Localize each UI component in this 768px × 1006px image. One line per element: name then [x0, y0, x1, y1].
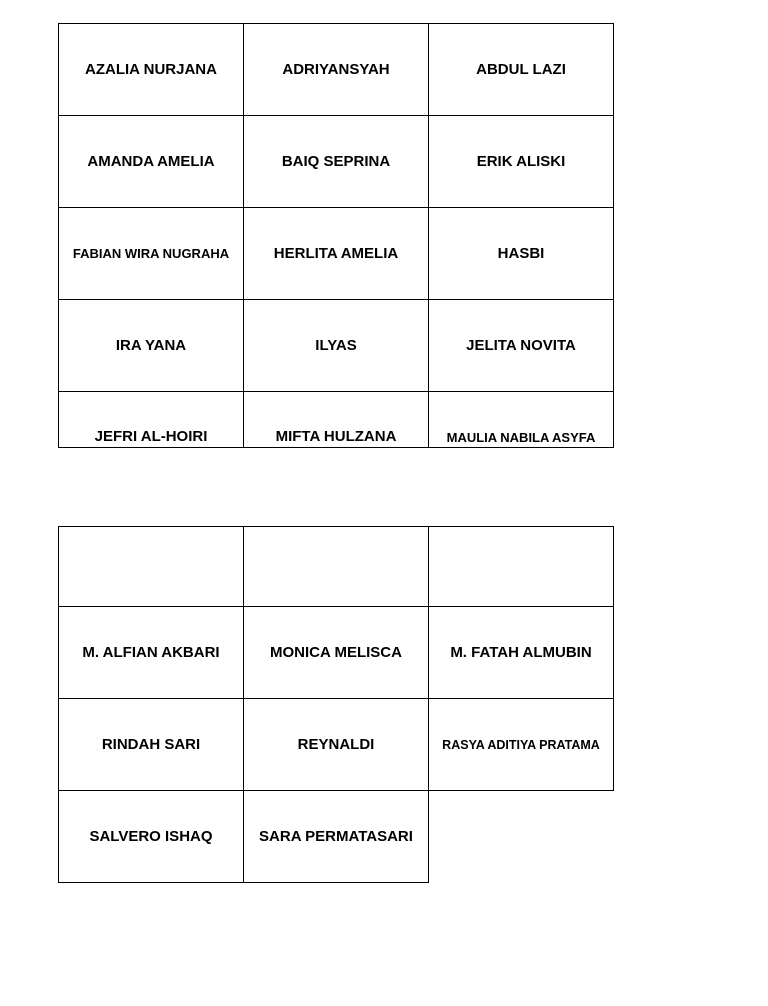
table-row	[59, 116, 614, 208]
name-table-2	[58, 526, 614, 883]
table-row	[59, 791, 614, 883]
name-cell: MAULIA NABILA ASYFA	[429, 392, 614, 448]
name-cell: RINDAH SARI	[59, 699, 244, 791]
name-cell: SALVERO ISHAQ	[59, 791, 244, 883]
name-cell: ABDUL LAZI	[429, 24, 614, 116]
name-cell: SARA PERMATASARI	[244, 791, 429, 883]
table-row	[59, 300, 614, 392]
table-row	[59, 208, 614, 300]
name-cell: JEFRI AL-HOIRI	[59, 392, 244, 448]
name-cell: MIFTA HULZANA	[244, 392, 429, 448]
table-row	[59, 699, 614, 791]
table-row	[59, 392, 614, 448]
name-cell: ERIK ALISKI	[429, 116, 614, 208]
name-cell: REYNALDI	[244, 699, 429, 791]
name-cell: IRA YANA	[59, 300, 244, 392]
name-table-1	[58, 23, 614, 448]
table-row	[59, 607, 614, 699]
name-cell	[59, 527, 244, 607]
name-cell: AMANDA AMELIA	[59, 116, 244, 208]
name-cell: HASBI	[429, 208, 614, 300]
name-cell: FABIAN WIRA NUGRAHA	[59, 208, 244, 300]
name-cell	[429, 527, 614, 607]
name-cell: M. FATAH ALMUBIN	[429, 607, 614, 699]
name-cell: RASYA ADITIYA PRATAMA	[429, 699, 614, 791]
name-cell: M. ALFIAN AKBARI	[59, 607, 244, 699]
name-cell: MONICA MELISCA	[244, 607, 429, 699]
name-cell: HERLITA AMELIA	[244, 208, 429, 300]
name-cell: AZALIA NURJANA	[59, 24, 244, 116]
name-cell: ILYAS	[244, 300, 429, 392]
name-cell: BAIQ SEPRINA	[244, 116, 429, 208]
empty-cell	[429, 791, 614, 883]
name-cell: JELITA NOVITA	[429, 300, 614, 392]
table-row	[59, 527, 614, 607]
table-row	[59, 24, 614, 116]
name-cell: ADRIYANSYAH	[244, 24, 429, 116]
name-cell	[244, 527, 429, 607]
